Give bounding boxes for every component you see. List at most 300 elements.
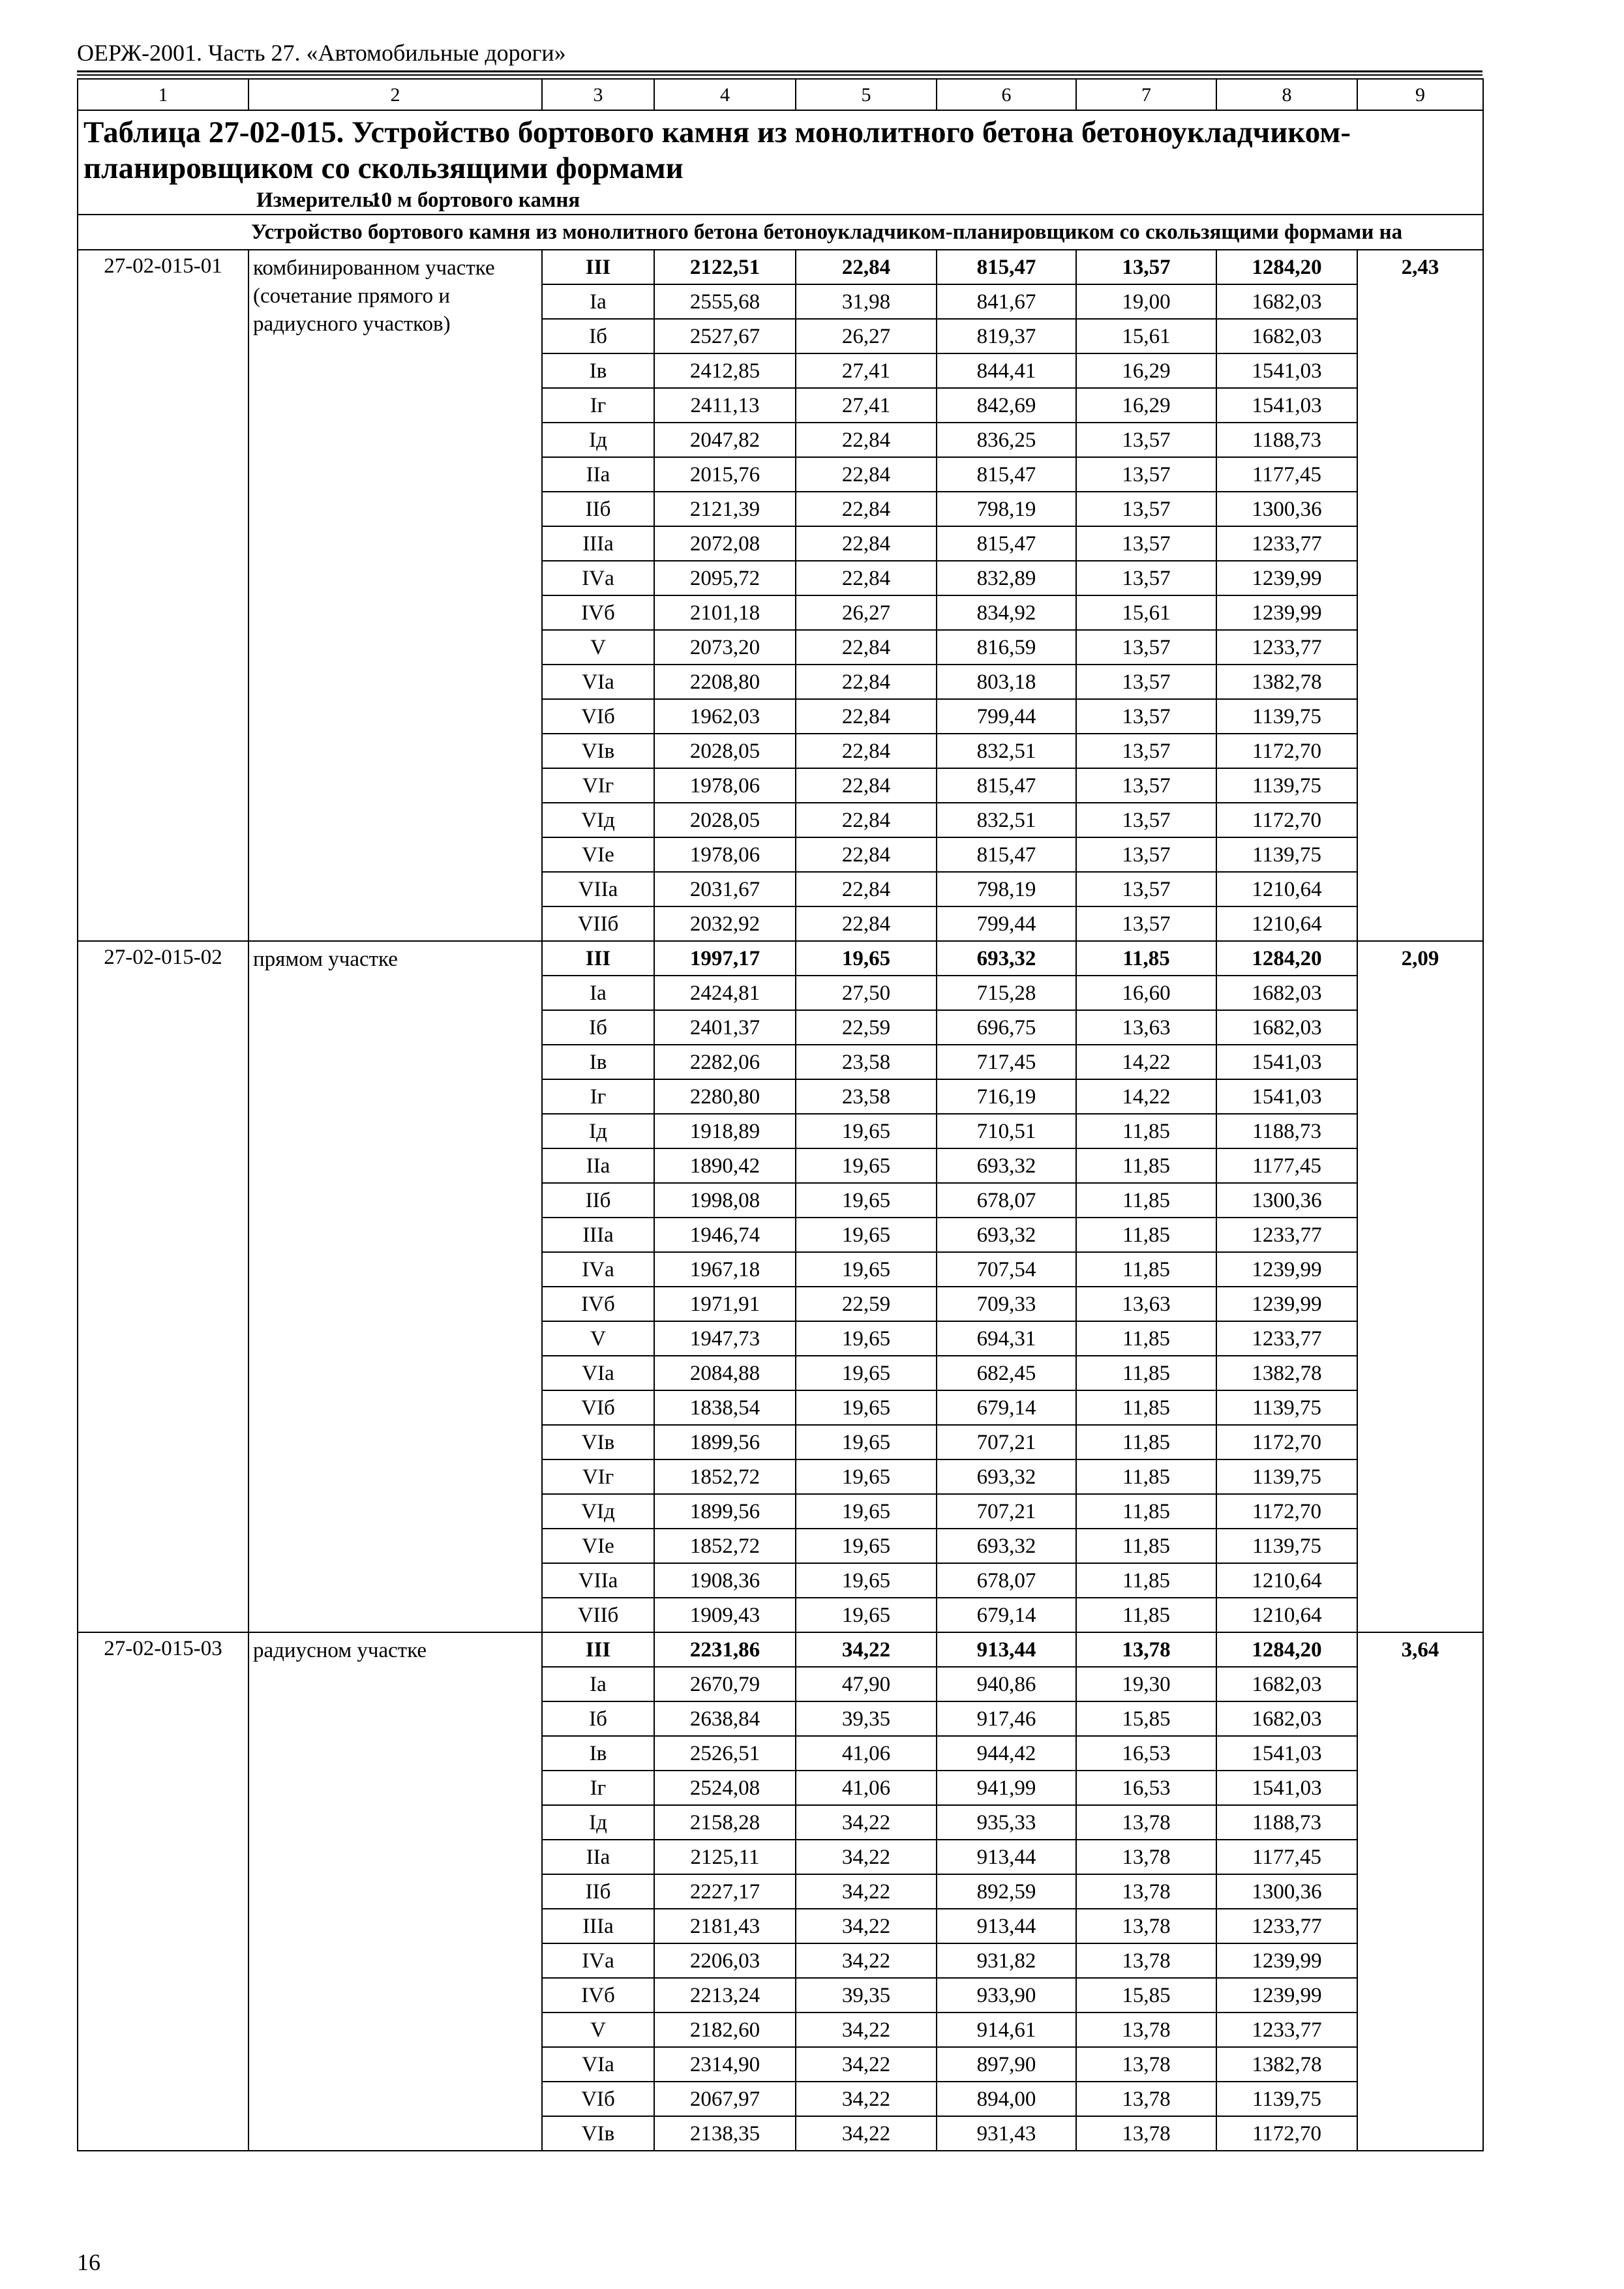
value-cell: 798,19 (937, 492, 1076, 526)
value-cell: 31,98 (796, 284, 937, 319)
value-cell: 2412,85 (654, 353, 796, 388)
zone-cell: IIб (542, 492, 654, 526)
zone-cell: IIIа (542, 1909, 654, 1943)
value-cell: 13,57 (1076, 423, 1216, 457)
value-cell: 34,22 (796, 1632, 937, 1667)
value-cell: 815,47 (937, 768, 1076, 803)
zone-cell: Iа (542, 1667, 654, 1701)
value-cell: 26,27 (796, 319, 937, 353)
value-cell: 2555,68 (654, 284, 796, 319)
value-cell: 13,57 (1076, 872, 1216, 906)
zone-cell: VIIа (542, 1563, 654, 1598)
value-cell: 2031,67 (654, 872, 796, 906)
value-cell: 1962,03 (654, 699, 796, 734)
value-cell: 1899,56 (654, 1425, 796, 1459)
value-cell: 11,85 (1076, 1148, 1216, 1183)
value-cell: 2182,60 (654, 2012, 796, 2047)
value-cell: 13,57 (1076, 630, 1216, 665)
value-cell: 1978,06 (654, 768, 796, 803)
value-cell: 2206,03 (654, 1943, 796, 1978)
value-cell: 11,85 (1076, 1218, 1216, 1252)
value-cell: 16,53 (1076, 1771, 1216, 1805)
value-cell: 13,57 (1076, 561, 1216, 595)
value-cell: 678,07 (937, 1183, 1076, 1218)
value-cell: 2280,80 (654, 1079, 796, 1114)
zone-cell: III (542, 941, 654, 976)
zone-cell: VIIа (542, 872, 654, 906)
value-cell: 1172,70 (1216, 1425, 1357, 1459)
zone-cell: VIв (542, 734, 654, 768)
value-cell: 1918,89 (654, 1114, 796, 1148)
value-cell: 707,21 (937, 1494, 1076, 1529)
value-cell: 1239,99 (1216, 595, 1357, 630)
zone-cell: Iв (542, 1736, 654, 1771)
value-cell: 11,85 (1076, 1459, 1216, 1494)
work-description: радиусном участке (248, 1632, 542, 2151)
value-cell: 944,42 (937, 1736, 1076, 1771)
value-cell: 1210,64 (1216, 1563, 1357, 1598)
value-cell: 16,29 (1076, 388, 1216, 423)
value-cell: 2067,97 (654, 2082, 796, 2116)
value-cell: 16,29 (1076, 353, 1216, 388)
value-cell: 1852,72 (654, 1459, 796, 1494)
value-cell: 41,06 (796, 1771, 937, 1805)
value-cell: 914,61 (937, 2012, 1076, 2047)
value-cell: 13,57 (1076, 492, 1216, 526)
value-cell: 1300,36 (1216, 492, 1357, 526)
zone-cell: VIа (542, 2047, 654, 2082)
value-cell: 19,65 (796, 1356, 937, 1390)
value-cell: 799,44 (937, 906, 1076, 941)
zone-cell: IIа (542, 457, 654, 492)
value-cell: 709,33 (937, 1287, 1076, 1321)
value-cell: 1899,56 (654, 1494, 796, 1529)
value-cell: 13,78 (1076, 1840, 1216, 1874)
value-cell: 19,65 (796, 1183, 937, 1218)
value-cell: 693,32 (937, 1459, 1076, 1494)
value-cell: 2424,81 (654, 976, 796, 1010)
value-cell: 34,22 (796, 1840, 937, 1874)
value-cell: 707,21 (937, 1425, 1076, 1459)
value-cell: 11,85 (1076, 1356, 1216, 1390)
value-cell: 1541,03 (1216, 1079, 1357, 1114)
value-cell: 13,78 (1076, 1874, 1216, 1909)
value-cell: 678,07 (937, 1563, 1076, 1598)
value-cell: 844,41 (937, 353, 1076, 388)
value-cell: 11,85 (1076, 1563, 1216, 1598)
value-cell: 707,54 (937, 1252, 1076, 1287)
value-cell: 19,65 (796, 1218, 937, 1252)
zone-cell: III (542, 1632, 654, 1667)
meter-value: 10 м бортового камня (370, 188, 580, 212)
value-cell: 22,84 (796, 526, 937, 561)
value-cell: 19,65 (796, 1425, 937, 1459)
value-cell: 2095,72 (654, 561, 796, 595)
value-cell: 1233,77 (1216, 1218, 1357, 1252)
value-cell: 815,47 (937, 457, 1076, 492)
value-cell: 34,22 (796, 1874, 937, 1909)
value-cell: 836,25 (937, 423, 1076, 457)
value-cell: 19,65 (796, 1114, 937, 1148)
header-rule-second (77, 74, 1482, 76)
zone-cell: IVб (542, 595, 654, 630)
value-cell: 22,84 (796, 734, 937, 768)
value-cell: 13,57 (1076, 250, 1216, 284)
value-cell: 11,85 (1076, 1529, 1216, 1563)
value-cell: 22,84 (796, 561, 937, 595)
value-cell: 13,63 (1076, 1287, 1216, 1321)
value-cell: 1188,73 (1216, 423, 1357, 457)
value-cell: 2527,67 (654, 319, 796, 353)
value-cell: 679,14 (937, 1390, 1076, 1425)
column-number: 1 (78, 79, 248, 110)
value-cell: 22,84 (796, 665, 937, 699)
value-cell: 19,65 (796, 1252, 937, 1287)
section-heading-row (78, 215, 1483, 250)
value-cell: 2208,80 (654, 665, 796, 699)
value-cell: 2101,18 (654, 595, 796, 630)
value-cell: 22,84 (796, 768, 937, 803)
value-cell: 13,57 (1076, 906, 1216, 941)
work-description: комбинированном участке (сочетание прямого и радиусного участков) (248, 250, 542, 941)
value-cell: 832,51 (937, 803, 1076, 837)
rate-code: 27-02-015-03 (78, 1632, 248, 2151)
value-cell: 34,22 (796, 1909, 937, 1943)
value-cell: 19,65 (796, 1598, 937, 1632)
value-cell: 13,57 (1076, 665, 1216, 699)
coefficient-cell: 3,64 (1357, 1632, 1483, 2151)
value-cell: 1233,77 (1216, 2012, 1357, 2047)
value-cell: 710,51 (937, 1114, 1076, 1148)
rates-table (77, 78, 1484, 2151)
value-cell: 931,82 (937, 1943, 1076, 1978)
value-cell: 803,18 (937, 665, 1076, 699)
value-cell: 13,57 (1076, 837, 1216, 872)
value-cell: 27,41 (796, 388, 937, 423)
value-cell: 19,65 (796, 941, 937, 976)
section-heading: Устройство бортового камня из монолитного бетона бетоноукладчиком-планировщиком со скользящими формами на (251, 220, 1403, 244)
value-cell: 2314,90 (654, 2047, 796, 2082)
value-cell: 1233,77 (1216, 1909, 1357, 1943)
value-cell: 13,78 (1076, 1909, 1216, 1943)
zone-cell: Iа (542, 976, 654, 1010)
zone-cell: Iа (542, 284, 654, 319)
value-cell: 2181,43 (654, 1909, 796, 1943)
value-cell: 2638,84 (654, 1701, 796, 1736)
value-cell: 13,57 (1076, 457, 1216, 492)
value-cell: 1947,73 (654, 1321, 796, 1356)
table-title: Таблица 27-02-015. Устройство бортового камня из монолитного бетона бетоноукладчиком-планировщиком со скользящими формами (83, 115, 1351, 185)
value-cell: 917,46 (937, 1701, 1076, 1736)
value-cell: 941,99 (937, 1771, 1076, 1805)
value-cell: 1239,99 (1216, 1943, 1357, 1978)
value-cell: 2125,11 (654, 1840, 796, 1874)
value-cell: 935,33 (937, 1805, 1076, 1840)
value-cell: 19,65 (796, 1321, 937, 1356)
value-cell: 13,57 (1076, 699, 1216, 734)
value-cell: 1284,20 (1216, 1632, 1357, 1667)
value-cell: 841,67 (937, 284, 1076, 319)
value-cell: 1210,64 (1216, 1598, 1357, 1632)
value-cell: 1682,03 (1216, 1667, 1357, 1701)
value-cell: 815,47 (937, 250, 1076, 284)
value-cell: 717,45 (937, 1045, 1076, 1079)
coefficient-cell: 2,09 (1357, 941, 1483, 1632)
value-cell: 696,75 (937, 1010, 1076, 1045)
value-cell: 2158,28 (654, 1805, 796, 1840)
value-cell: 2028,05 (654, 734, 796, 768)
zone-cell: VIа (542, 1356, 654, 1390)
zone-cell: IIIа (542, 526, 654, 561)
value-cell: 1139,75 (1216, 2082, 1357, 2116)
page-number: 16 (77, 2249, 100, 2275)
value-cell: 1172,70 (1216, 2116, 1357, 2151)
value-cell: 11,85 (1076, 1598, 1216, 1632)
value-cell: 11,85 (1076, 941, 1216, 976)
value-cell: 1233,77 (1216, 526, 1357, 561)
zone-cell: V (542, 2012, 654, 2047)
value-cell: 1139,75 (1216, 1459, 1357, 1494)
zone-cell: IVб (542, 1978, 654, 2012)
value-cell: 1978,06 (654, 837, 796, 872)
value-cell: 2231,86 (654, 1632, 796, 1667)
value-cell: 2015,76 (654, 457, 796, 492)
value-cell: 34,22 (796, 2047, 937, 2082)
zone-cell: III (542, 250, 654, 284)
value-cell: 815,47 (937, 526, 1076, 561)
value-cell: 27,50 (796, 976, 937, 1010)
zone-cell: VIIб (542, 906, 654, 941)
value-cell: 693,32 (937, 1148, 1076, 1183)
work-description: прямом участке (248, 941, 542, 1632)
value-cell: 11,85 (1076, 1425, 1216, 1459)
zone-cell: V (542, 1321, 654, 1356)
value-cell: 1682,03 (1216, 1010, 1357, 1045)
zone-cell: V (542, 630, 654, 665)
value-cell: 2227,17 (654, 1874, 796, 1909)
value-cell: 11,85 (1076, 1183, 1216, 1218)
value-cell: 11,85 (1076, 1252, 1216, 1287)
value-cell: 2122,51 (654, 250, 796, 284)
value-cell: 11,85 (1076, 1494, 1216, 1529)
value-cell: 1838,54 (654, 1390, 796, 1425)
value-cell: 1946,74 (654, 1218, 796, 1252)
value-cell: 1210,64 (1216, 906, 1357, 941)
value-cell: 1177,45 (1216, 1148, 1357, 1183)
value-cell: 1172,70 (1216, 1494, 1357, 1529)
value-cell: 1139,75 (1216, 837, 1357, 872)
value-cell: 1998,08 (654, 1183, 796, 1218)
value-cell: 2411,13 (654, 388, 796, 423)
value-cell: 913,44 (937, 1909, 1076, 1943)
value-cell: 894,00 (937, 2082, 1076, 2116)
value-cell: 2670,79 (654, 1667, 796, 1701)
value-cell: 1233,77 (1216, 1321, 1357, 1356)
table-row (78, 250, 1483, 284)
value-cell: 1682,03 (1216, 284, 1357, 319)
column-number: 6 (937, 79, 1076, 110)
table-row (78, 1632, 1483, 1667)
value-cell: 1239,99 (1216, 1252, 1357, 1287)
value-cell: 693,32 (937, 941, 1076, 976)
value-cell: 34,22 (796, 1805, 937, 1840)
value-cell: 693,32 (937, 1218, 1076, 1252)
value-cell: 1239,99 (1216, 1978, 1357, 2012)
zone-cell: VIв (542, 2116, 654, 2151)
zone-cell: IVб (542, 1287, 654, 1321)
value-cell: 1997,17 (654, 941, 796, 976)
value-cell: 1852,72 (654, 1529, 796, 1563)
table-row (78, 941, 1483, 976)
value-cell: 34,22 (796, 2012, 937, 2047)
value-cell: 39,35 (796, 1978, 937, 2012)
value-cell: 1909,43 (654, 1598, 796, 1632)
value-cell: 15,85 (1076, 1978, 1216, 2012)
value-cell: 1541,03 (1216, 1736, 1357, 1771)
column-number: 9 (1357, 79, 1483, 110)
zone-cell: VIд (542, 1494, 654, 1529)
value-cell: 19,00 (1076, 284, 1216, 319)
value-cell: 2028,05 (654, 803, 796, 837)
value-cell: 22,84 (796, 803, 937, 837)
zone-cell: VIг (542, 768, 654, 803)
value-cell: 1188,73 (1216, 1805, 1357, 1840)
value-cell: 1284,20 (1216, 250, 1357, 284)
rate-code: 27-02-015-02 (78, 941, 248, 1632)
value-cell: 799,44 (937, 699, 1076, 734)
value-cell: 2524,08 (654, 1771, 796, 1805)
value-cell: 13,78 (1076, 1805, 1216, 1840)
value-cell: 1541,03 (1216, 1045, 1357, 1079)
zone-cell: VIб (542, 699, 654, 734)
value-cell: 2401,37 (654, 1010, 796, 1045)
value-cell: 1239,99 (1216, 1287, 1357, 1321)
value-cell: 2032,92 (654, 906, 796, 941)
value-cell: 13,57 (1076, 803, 1216, 837)
value-cell: 13,63 (1076, 1010, 1216, 1045)
value-cell: 19,65 (796, 1148, 937, 1183)
value-cell: 34,22 (796, 2116, 937, 2151)
value-cell: 1139,75 (1216, 1390, 1357, 1425)
value-cell: 22,84 (796, 423, 937, 457)
zone-cell: Iб (542, 319, 654, 353)
value-cell: 2526,51 (654, 1736, 796, 1771)
zone-cell: IIб (542, 1183, 654, 1218)
value-cell: 693,32 (937, 1529, 1076, 1563)
meter-label: Измеритель: (256, 188, 381, 212)
value-cell: 819,37 (937, 319, 1076, 353)
value-cell: 47,90 (796, 1667, 937, 1701)
value-cell: 1239,99 (1216, 561, 1357, 595)
value-cell: 11,85 (1076, 1321, 1216, 1356)
value-cell: 13,78 (1076, 2116, 1216, 2151)
zone-cell: VIб (542, 2082, 654, 2116)
value-cell: 19,65 (796, 1390, 937, 1425)
value-cell: 13,78 (1076, 2082, 1216, 2116)
value-cell: 26,27 (796, 595, 937, 630)
value-cell: 682,45 (937, 1356, 1076, 1390)
value-cell: 19,65 (796, 1563, 937, 1598)
column-number: 2 (248, 79, 542, 110)
value-cell: 22,84 (796, 630, 937, 665)
value-cell: 716,19 (937, 1079, 1076, 1114)
value-cell: 22,84 (796, 457, 937, 492)
value-cell: 892,59 (937, 1874, 1076, 1909)
value-cell: 23,58 (796, 1045, 937, 1079)
zone-cell: IVа (542, 561, 654, 595)
zone-cell: Iг (542, 1079, 654, 1114)
value-cell: 842,69 (937, 388, 1076, 423)
value-cell: 34,22 (796, 1943, 937, 1978)
value-cell: 2282,06 (654, 1045, 796, 1079)
value-cell: 1682,03 (1216, 1701, 1357, 1736)
zone-cell: VIе (542, 1529, 654, 1563)
value-cell: 913,44 (937, 1632, 1076, 1667)
value-cell: 1382,78 (1216, 2047, 1357, 2082)
rate-code: 27-02-015-01 (78, 250, 248, 941)
value-cell: 940,86 (937, 1667, 1076, 1701)
zone-cell: Iб (542, 1701, 654, 1736)
zone-cell: VIг (542, 1459, 654, 1494)
value-cell: 1971,91 (654, 1287, 796, 1321)
meter-line (83, 187, 1477, 214)
value-cell: 2047,82 (654, 423, 796, 457)
zone-cell: IIб (542, 1874, 654, 1909)
value-cell: 913,44 (937, 1840, 1076, 1874)
value-cell: 694,31 (937, 1321, 1076, 1356)
value-cell: 23,58 (796, 1079, 937, 1114)
value-cell: 13,78 (1076, 1943, 1216, 1978)
zone-cell: VIб (542, 1390, 654, 1425)
value-cell: 1300,36 (1216, 1874, 1357, 1909)
value-cell: 897,90 (937, 2047, 1076, 2082)
value-cell: 1382,78 (1216, 665, 1357, 699)
value-cell: 1284,20 (1216, 941, 1357, 976)
value-cell: 2073,20 (654, 630, 796, 665)
zone-cell: IVа (542, 1943, 654, 1978)
value-cell: 19,65 (796, 1529, 937, 1563)
zone-cell: VIд (542, 803, 654, 837)
value-cell: 679,14 (937, 1598, 1076, 1632)
value-cell: 1682,03 (1216, 976, 1357, 1010)
column-number: 8 (1216, 79, 1357, 110)
value-cell: 22,59 (796, 1010, 937, 1045)
value-cell: 1890,42 (654, 1148, 796, 1183)
value-cell: 27,41 (796, 353, 937, 388)
value-cell: 15,61 (1076, 319, 1216, 353)
value-cell: 13,78 (1076, 1632, 1216, 1667)
value-cell: 798,19 (937, 872, 1076, 906)
value-cell: 16,53 (1076, 1736, 1216, 1771)
value-cell: 13,57 (1076, 526, 1216, 561)
value-cell: 715,28 (937, 976, 1076, 1010)
value-cell: 834,92 (937, 595, 1076, 630)
value-cell: 1300,36 (1216, 1183, 1357, 1218)
value-cell: 22,84 (796, 872, 937, 906)
value-cell: 22,59 (796, 1287, 937, 1321)
value-cell: 13,78 (1076, 2012, 1216, 2047)
value-cell: 2121,39 (654, 492, 796, 526)
value-cell: 1177,45 (1216, 1840, 1357, 1874)
coefficient-cell: 2,43 (1357, 250, 1483, 941)
value-cell: 15,61 (1076, 595, 1216, 630)
value-cell: 22,84 (796, 699, 937, 734)
value-cell: 13,57 (1076, 734, 1216, 768)
zone-cell: Iб (542, 1010, 654, 1045)
zone-cell: Iд (542, 1805, 654, 1840)
value-cell: 1139,75 (1216, 768, 1357, 803)
value-cell: 41,06 (796, 1736, 937, 1771)
